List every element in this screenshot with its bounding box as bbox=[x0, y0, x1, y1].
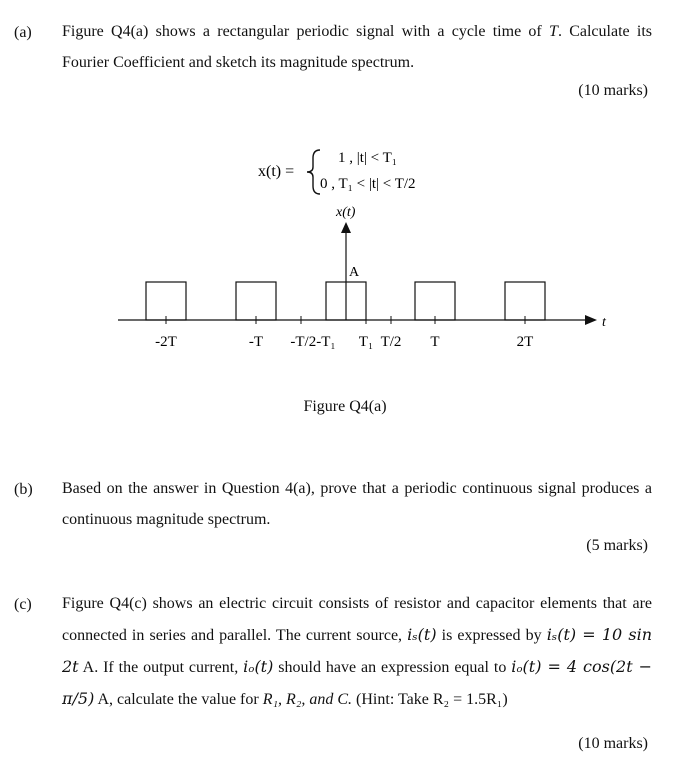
part-c-text-4: should have an expression equal to bbox=[278, 659, 507, 676]
tick-label-minus-T: -T bbox=[248, 334, 264, 350]
equation-case-1: 1 , |t| < T₁ bbox=[338, 150, 398, 166]
part-c-marks: (10 marks) bbox=[578, 735, 648, 752]
tick-label-minus-half-T-minus-T1: -T/2-T₁ bbox=[290, 334, 336, 350]
signal-figure bbox=[0, 200, 690, 360]
part-a-text-1: Figure Q4(a) shows a rectangular periodic signal with a cycle time of bbox=[62, 23, 542, 40]
is-equation: iₛ(t) = 10 sin 2t bbox=[62, 625, 653, 676]
pulse-2T bbox=[505, 282, 545, 320]
equation-brace bbox=[307, 150, 320, 194]
io-equation: iₒ(t) = 4 cos(2t − π/5) bbox=[62, 657, 653, 708]
part-a-text-T: T bbox=[549, 23, 558, 40]
piecewise-equation bbox=[258, 140, 488, 200]
pulse-minus-T bbox=[236, 282, 276, 320]
part-a-label: (a) bbox=[14, 24, 32, 41]
tick-label-half-T: T/2 bbox=[380, 334, 402, 350]
is-symbol: iₛ(t) bbox=[407, 625, 437, 644]
equation-case-2: 0 , T₁ < |t| < T/2 bbox=[320, 176, 416, 192]
part-a-text-2: . Calculate its Fourier Coefficient and sketch its magnitude spectrum. bbox=[62, 23, 652, 71]
part-a-text bbox=[62, 16, 652, 78]
amplitude-label: A bbox=[349, 265, 360, 280]
part-c-text-1: Figure Q4(c) shows an electric circuit consists of resistor and capacitor elements that are connected in series and parallel. The current source, bbox=[62, 595, 652, 644]
figure-caption: Figure Q4(a) bbox=[303, 398, 387, 415]
y-axis-label: x(t) bbox=[336, 205, 356, 220]
part-a-marks: (10 marks) bbox=[578, 82, 648, 99]
part-b-text: Based on the answer in Question 4(a), prove that a periodic continuous signal produces a continuous magnitude spectrum. bbox=[62, 480, 652, 528]
part-c-text-2: is expressed by bbox=[441, 627, 542, 644]
part-b-label: (b) bbox=[14, 481, 33, 498]
t-axis-arrow bbox=[585, 315, 597, 325]
io-symbol: iₒ(t) bbox=[243, 657, 274, 676]
tick-label-minus-2T: -2T bbox=[155, 334, 177, 350]
tick-label-T: T bbox=[430, 334, 440, 350]
part-c-text bbox=[62, 588, 652, 715]
tick-label-T1: T₁ bbox=[358, 334, 374, 350]
tick-label-2T: 2T bbox=[516, 334, 534, 350]
part-b-marks: (5 marks) bbox=[586, 537, 648, 554]
equation-lhs: x(t) = bbox=[258, 163, 295, 180]
part-c-text-3: A. If the output current, bbox=[82, 659, 239, 676]
part-c-vars: R₁, R₂, and C. bbox=[262, 691, 353, 708]
t-axis-label: t bbox=[602, 315, 606, 330]
y-axis-arrow bbox=[341, 222, 351, 233]
part-c-hint: (Hint: Take R₂ = 1.5R₁) bbox=[356, 691, 508, 708]
part-c-text-5: A, calculate the value for bbox=[97, 691, 259, 708]
pulse-minus-2T bbox=[146, 282, 186, 320]
part-c-label: (c) bbox=[14, 596, 32, 613]
pulse-T bbox=[415, 282, 455, 320]
